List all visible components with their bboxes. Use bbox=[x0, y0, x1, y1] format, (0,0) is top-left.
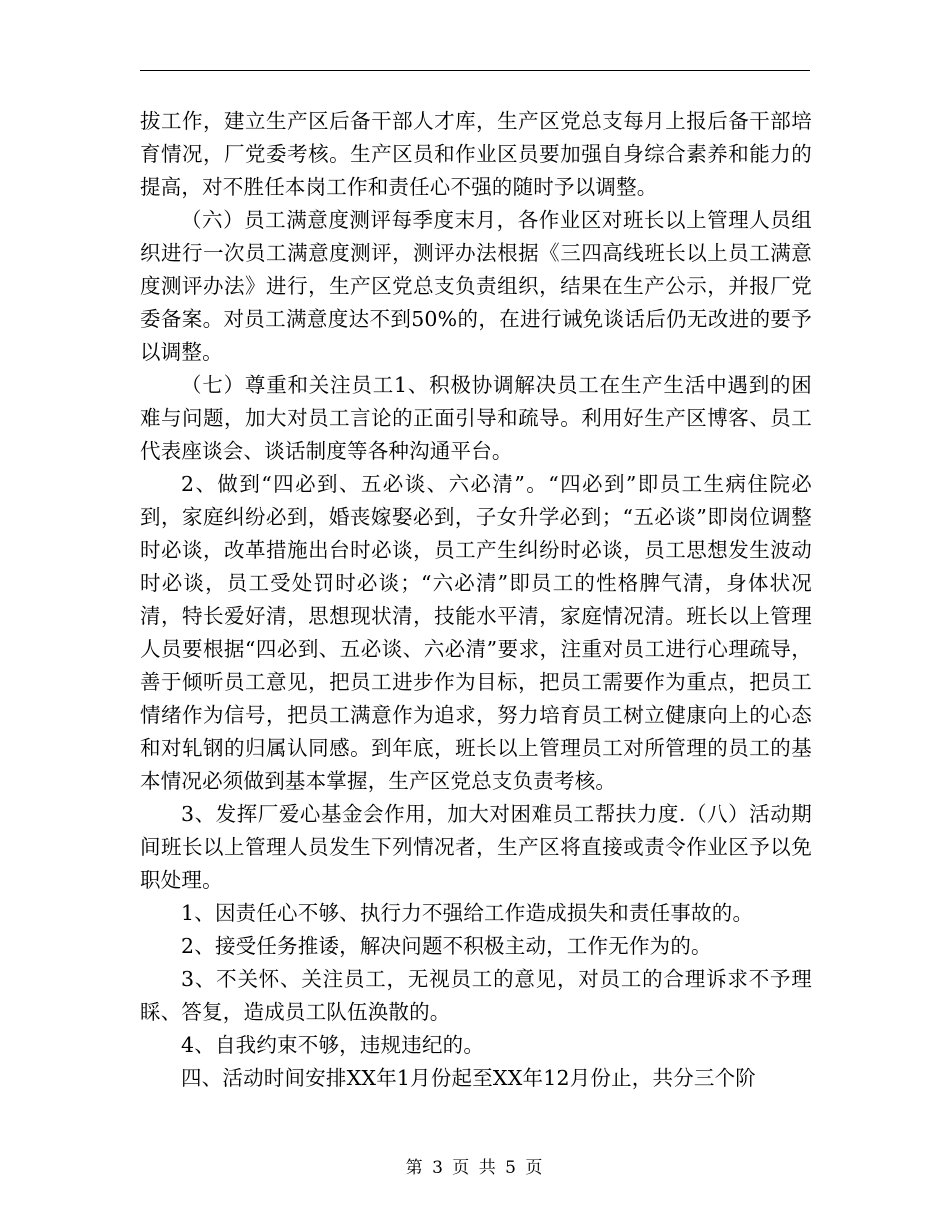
paragraph-8: 3、不关怀、关注员工，无视员工的意见，对员工的合理诉求不予理睬、答复，造成员工队伍涣散的。 bbox=[140, 967, 812, 1024]
paragraph-1: 拔工作，建立生产区后备干部人才库，生产区党总支每月上报后备干部培育情况，厂党委考核。生产区员和作业区员要加强自身综合素养和能力的提高，对不胜任本岗工作和责任心不强的随时予以调整。 bbox=[140, 109, 812, 199]
paragraph-6: 1、因责任心不够、执行力不强给工作造成损失和责任事故的。 bbox=[181, 901, 754, 925]
paragraph-7: 2、接受任务推诿，解决问题不积极主动，工作无作为的。 bbox=[181, 934, 712, 958]
paragraph-3: （七）尊重和关注员工1、积极协调解决员工在生产生活中遇到的困难与问题，加大对员工言论的正面引导和疏导。利用好生产区博客、员工代表座谈会、谈话制度等各种沟通平台。 bbox=[140, 373, 812, 463]
paragraph-4: 2、做到“四必到、五必谈、六必清”。“四必到”即员工生病住院必到，家庭纠纷必到，婚丧嫁娶必到，子女升学必到；“五必谈”即岗位调整时必谈，改革措施出台时必谈，员工产生纠纷时必谈，员工思想发生波动时必谈，员工受处罚时必谈；“六必清”即员工的性格脾气清，身体状况清，特长爱好清，思想现状清，技能水平清，家庭情况清。班长以上管理人员要根据“四必到、五必谈、六必清”要求，注重对员工进行心理疏导，善于倾听员工意见，把员工进步作为目标，把员工需要作为重点，把员工情绪作为信号，把员工满意作为追求，努力培育员工树立健康向上的心态和对轧钢的归属认同感。到年底，班长以上管理员工对所管理的员工的基本情况必须做到基本掌握，生产区党总支负责考核。 bbox=[140, 472, 812, 793]
paragraph-5: 3、发挥厂爱心基金会作用，加大对困难员工帮扶力度.（八）活动期间班长以上管理人员发生下列情况者，生产区将直接或责令作业区予以免职处理。 bbox=[140, 802, 812, 892]
paragraph-2: （六）员工满意度测评每季度末月，各作业区对班长以上管理人员组织进行一次员工满意度测评，测评办法根据《三四高线班长以上员工满意度测评办法》进行，生产区党总支负责组织，结果在生产公示，并报厂党委备案。对员工满意度达不到50%的，在进行诫免谈话后仍无改进的要予以调整。 bbox=[140, 208, 812, 364]
paragraph-9: 4、自我约束不够，违规违纪的。 bbox=[181, 1033, 485, 1057]
paragraph-10: 四、活动时间安排XX年1月份起至XX年12月份止，共分三个阶 bbox=[181, 1066, 757, 1090]
page-footer: 第 3 页 共 5 页 bbox=[405, 1158, 545, 1178]
document-body bbox=[140, 105, 812, 1095]
header-rule bbox=[140, 70, 810, 71]
